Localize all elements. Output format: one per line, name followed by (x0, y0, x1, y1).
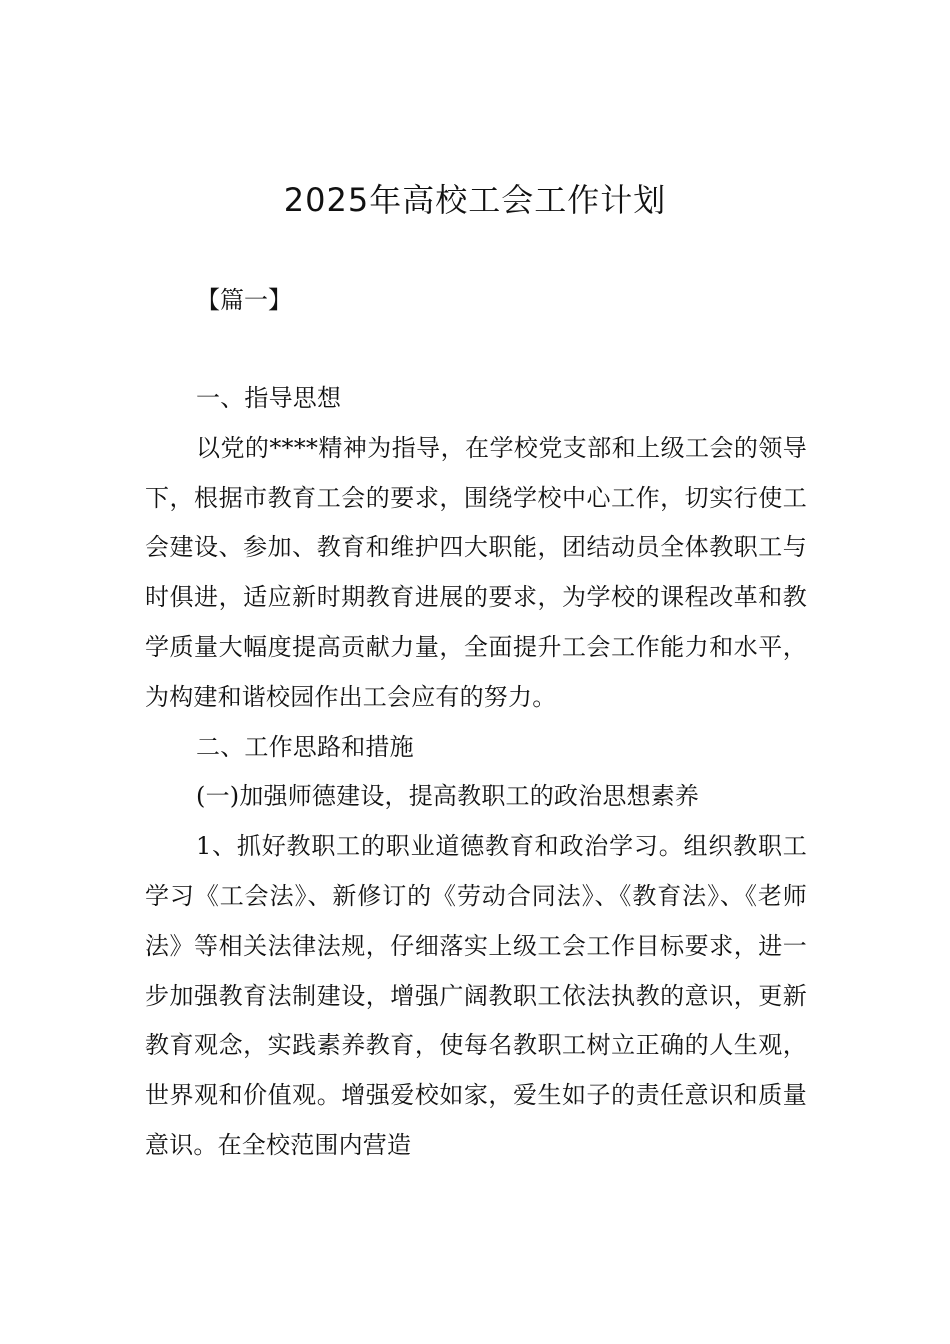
subheading-teacher-ethics: (一)加强师德建设，提高教职工的政治思想素养 (196, 782, 700, 811)
paragraph-item-1: 1、抓好教职工的职业道德教育和政治学习。组织教职工学习《工会法》、新修订的《劳动合同法》、《教育法》、《老师法》等相关法律法规，仔细落实上级工会工作目标要求，进一步加强教育法制建设，增强广阔教职工依法执教的意识，更新教育观念，实践素养教育，使每名教职工树立正确的人生观，世界观和价值观。增强爱校如家，爱生如子的责任意识和质量意识。在全校范围内营造 (145, 832, 807, 1159)
document-title: 2025年高校工会工作计划 (283, 181, 667, 219)
section-heading-work-measures: 二、工作思路和措施 (196, 732, 414, 761)
section-heading-guiding-ideology: 一、指导思想 (196, 384, 342, 412)
section-label: 【篇一】 (196, 286, 292, 314)
paragraph-guiding-ideology: 以党的****精神为指导，在学校党支部和上级工会的领导下，根据市教育工会的要求，围绕学校中心工作，切实行使工会建设、参加、教育和维护四大职能，团结动员全体教职工与时俱进，适应新时期教育进展的要求，为学校的课程改革和教学质量大幅度提高贡献力量，全面提升工会工作能力和水平，为构建和谐校园作出工会应有的努力。 (145, 433, 807, 711)
document-body (145, 374, 807, 1171)
